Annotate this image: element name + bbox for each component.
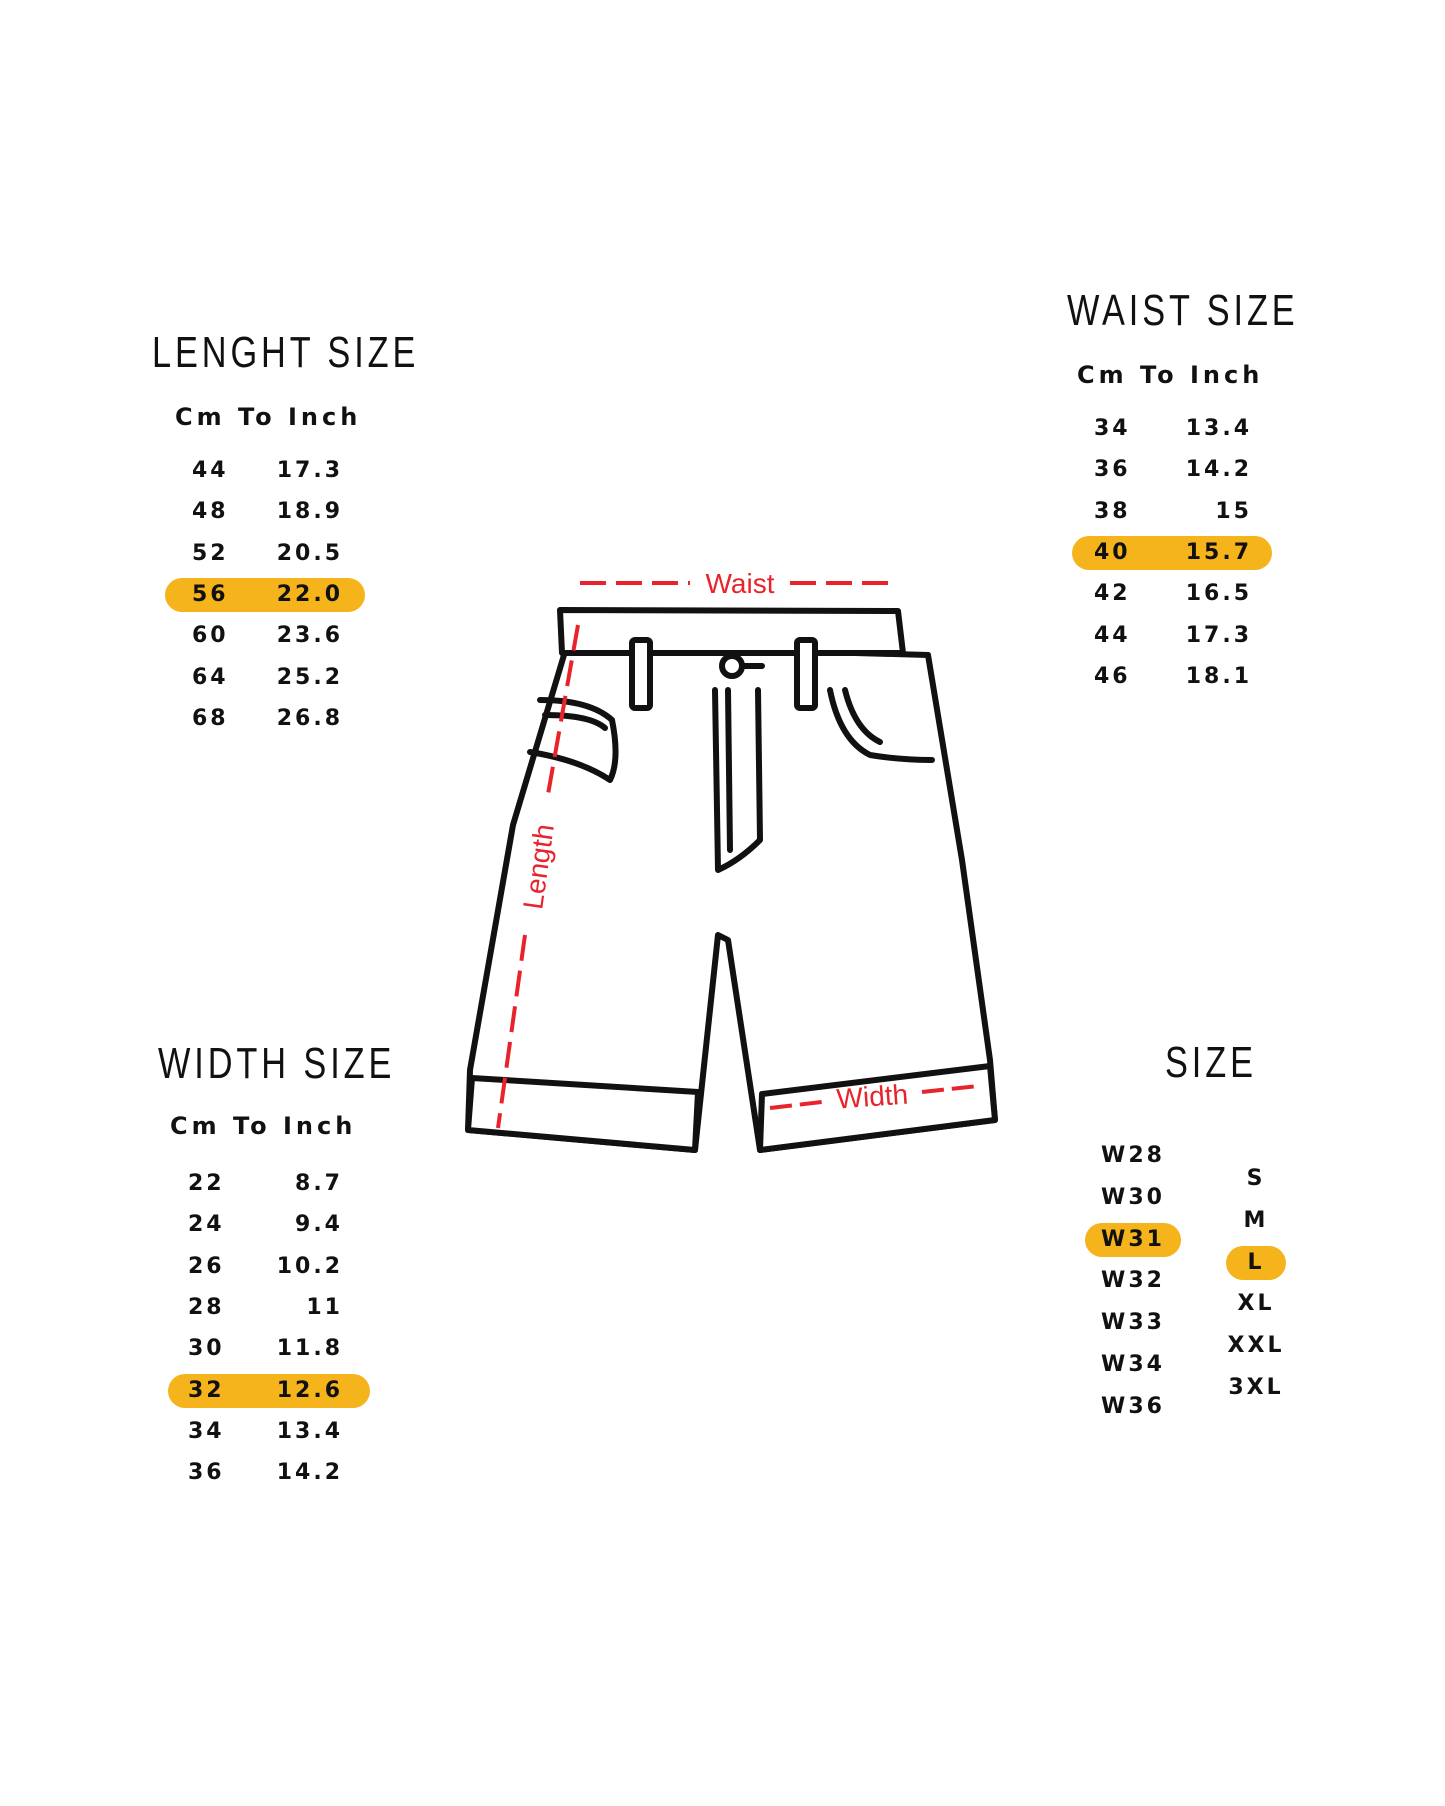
- width-measure-label: Width: [835, 1078, 910, 1115]
- waist-size-cm-value: 36: [1094, 457, 1131, 483]
- width-size-cm-value: 30: [188, 1336, 225, 1362]
- length-size-inch-value: 17.3: [276, 458, 343, 483]
- length-size-subtitle: Cm To Inch: [175, 403, 362, 431]
- waist-codes-label: W36: [1101, 1393, 1165, 1419]
- fly-inner: [728, 690, 730, 850]
- waist-size-inch-value: 18.1: [1185, 663, 1252, 689]
- width-size-cm-value: 36: [188, 1460, 225, 1486]
- waist-size-cm-value: 42: [1094, 581, 1131, 607]
- waist-codes-label: W34: [1101, 1352, 1165, 1377]
- length-measure-label: Length: [517, 822, 560, 912]
- waist-size-inch-value: 15.7: [1185, 539, 1252, 565]
- width-size-cm-value: 24: [188, 1212, 225, 1238]
- waist-size-cm-value: 34: [1094, 416, 1131, 441]
- width-size-title: WIDTH SIZE: [158, 1039, 396, 1088]
- length-size-inch-value: 22.0: [276, 581, 343, 607]
- width-size-cm-value: 34: [188, 1418, 225, 1444]
- length-size-inch-value: 18.9: [276, 499, 343, 525]
- width-size-inch-value: 13.4: [276, 1418, 343, 1444]
- length-size-cm-value: 44: [192, 458, 229, 483]
- width-size-cm-value: 26: [188, 1253, 225, 1279]
- width-size-inch-value: 14.2: [276, 1460, 343, 1486]
- letter-sizes-label: XL: [1237, 1291, 1275, 1317]
- length-size-inch-value: 25.2: [276, 664, 343, 690]
- length-size-cm-value: 48: [192, 499, 229, 525]
- width-size-cm-value: 22: [188, 1171, 225, 1196]
- length-size-cm-value: 56: [192, 581, 229, 607]
- waist-size-cm-value: 38: [1094, 498, 1131, 524]
- waist-codes-label: W32: [1101, 1268, 1165, 1294]
- waist-size-title: WAIST SIZE: [1067, 286, 1299, 335]
- width-size-inch-value: 10.2: [276, 1253, 343, 1279]
- width-size-inch-value: 8.7: [295, 1171, 343, 1196]
- belt-loop-right: [797, 640, 815, 708]
- width-size-inch-value: 11.8: [276, 1336, 343, 1362]
- waist-size-inch-value: 16.5: [1185, 581, 1252, 607]
- length-size-title: LENGHT SIZE: [152, 328, 420, 377]
- waistband-outline: [560, 610, 903, 653]
- waist-codes-label: W33: [1101, 1310, 1165, 1336]
- waist-size-inch-value: 13.4: [1185, 416, 1252, 441]
- width-size-inch-value: 9.4: [295, 1212, 343, 1238]
- waist-codes-label: W28: [1101, 1143, 1165, 1168]
- letter-sizes-label: 3XL: [1228, 1375, 1284, 1400]
- waist-size-cm-value: 46: [1094, 663, 1131, 689]
- waist-size-cm-value: 44: [1094, 622, 1131, 648]
- length-size-cm-value: 52: [192, 540, 229, 566]
- letter-sizes-label: XXL: [1227, 1333, 1285, 1359]
- length-size-cm-value: 68: [192, 705, 229, 731]
- width-size-inch-value: 12.6: [276, 1377, 343, 1403]
- length-size-cm-value: 64: [192, 664, 229, 690]
- waist-size-inch-value: 15: [1215, 498, 1252, 524]
- letter-sizes-label: S: [1246, 1166, 1266, 1191]
- length-size-cm-value: 60: [192, 623, 229, 649]
- width-size-cm-value: 28: [188, 1294, 225, 1320]
- width-size-inch-value: 11: [306, 1294, 343, 1320]
- letter-sizes-label: L: [1247, 1249, 1265, 1275]
- waist-codes-label: W31: [1101, 1226, 1165, 1252]
- width-size-cm-value: 32: [188, 1377, 225, 1403]
- length-size-inch-value: 26.8: [276, 705, 343, 731]
- waist-size-subtitle: Cm To Inch: [1077, 361, 1264, 389]
- waist-codes-label: W30: [1101, 1184, 1165, 1210]
- width-size-subtitle: Cm To Inch: [170, 1112, 357, 1140]
- waist-measure-label: Waist: [705, 568, 775, 599]
- waist-size-inch-value: 14.2: [1185, 457, 1252, 483]
- waist-size-cm-value: 40: [1094, 539, 1131, 565]
- length-size-inch-value: 23.6: [276, 623, 343, 649]
- belt-loop-left: [632, 640, 650, 708]
- letter-sizes-label: M: [1243, 1207, 1269, 1233]
- waist-size-inch-value: 17.3: [1185, 622, 1252, 648]
- length-size-inch-value: 20.5: [276, 540, 343, 566]
- size-title: SIZE: [1165, 1038, 1257, 1087]
